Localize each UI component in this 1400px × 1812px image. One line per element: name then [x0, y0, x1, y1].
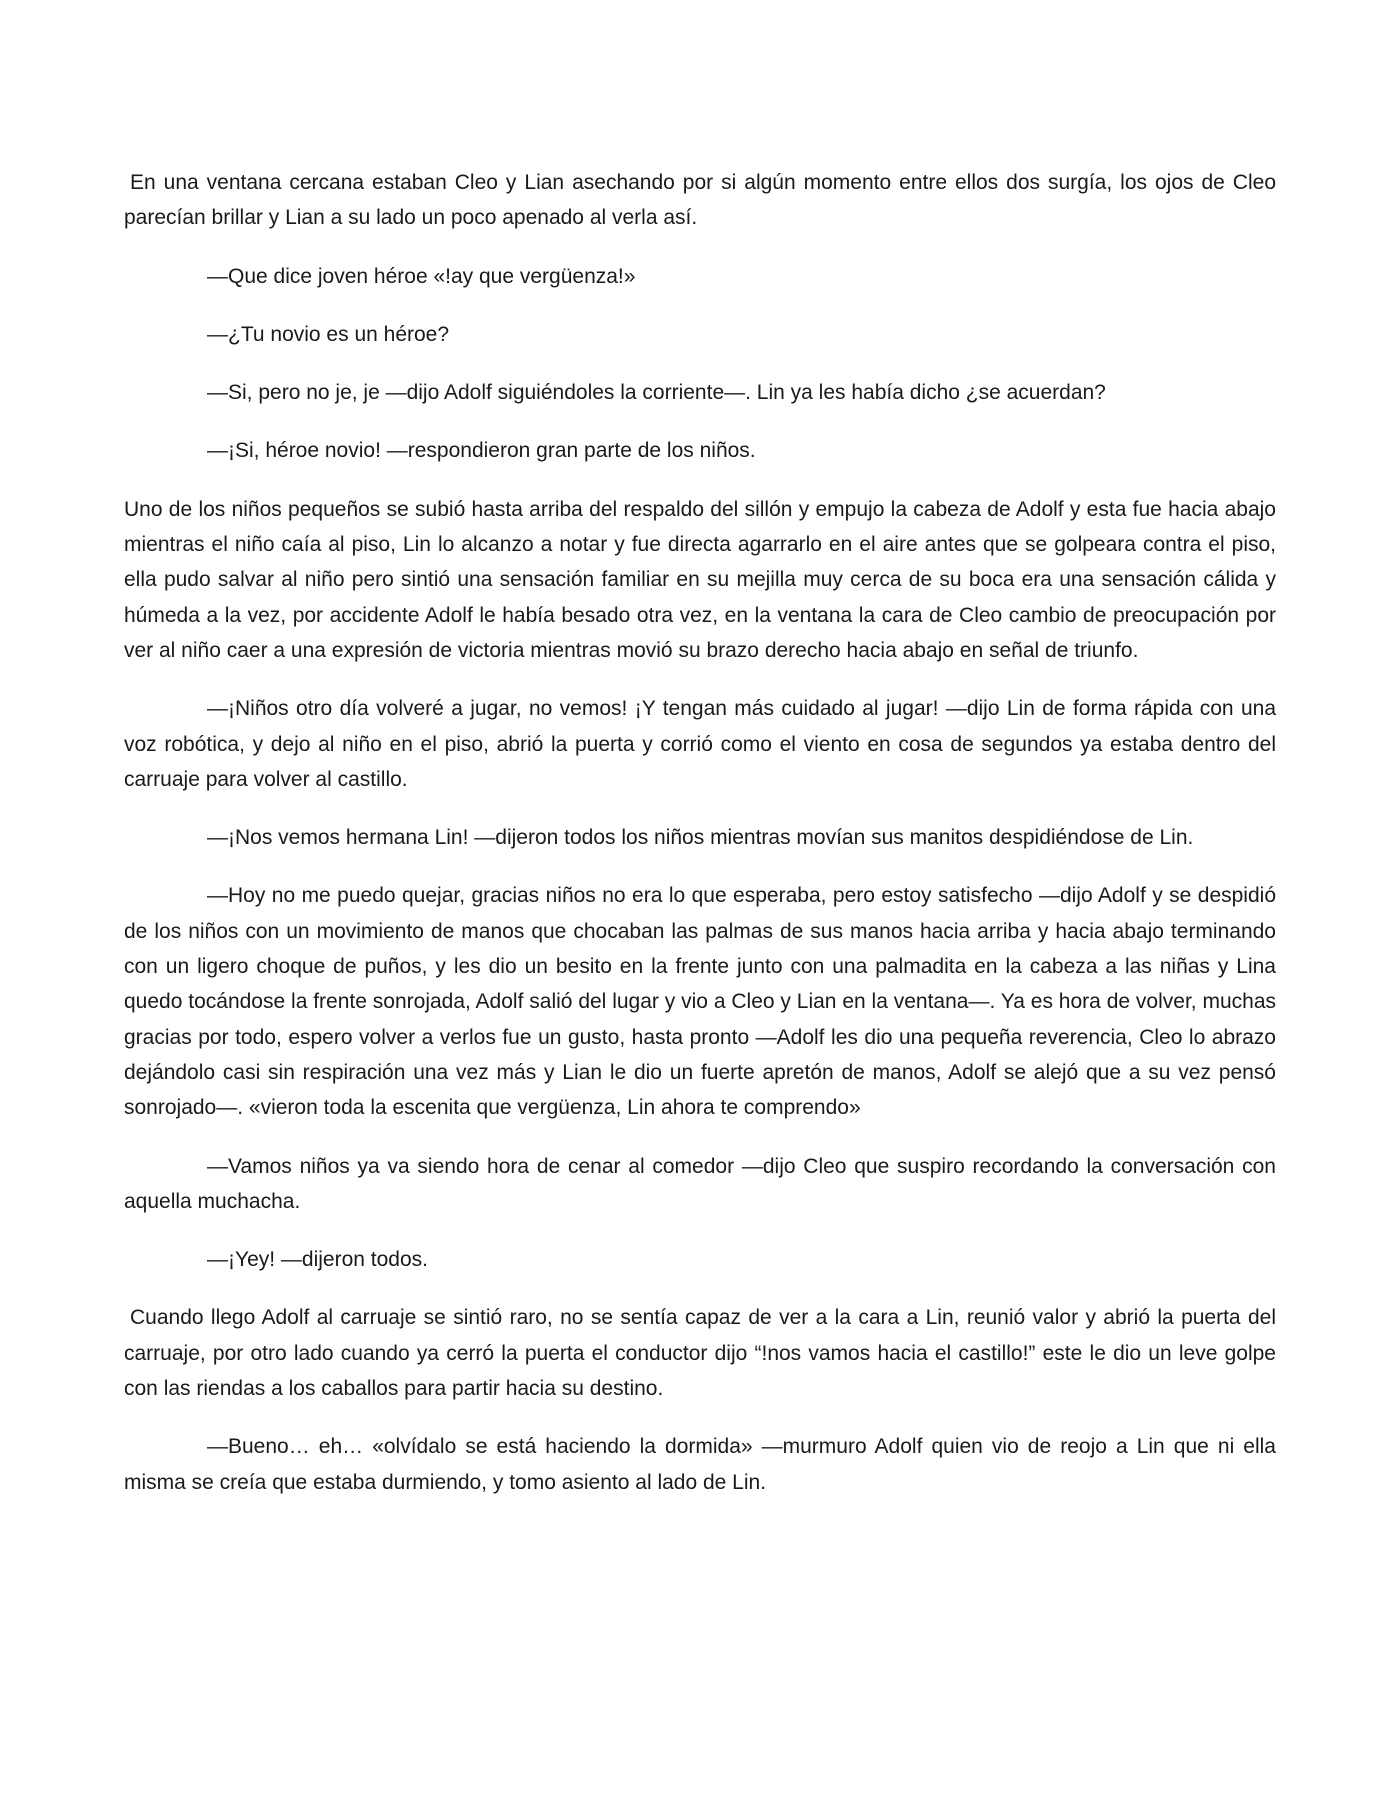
- paragraph-4: —Si, pero no je, je —dijo Adolf siguiéndoles la corriente—. Lin ya les había dicho ¿se acuerdan?: [207, 381, 1106, 405]
- document-body: [124, 165, 1276, 1523]
- paragraph-2: —Que dice joven héroe «!ay que vergüenza!»: [207, 264, 636, 288]
- paragraph-11: —¡Yey! —dijeron todos.: [207, 1248, 429, 1272]
- paragraph-12: Cuando llego Adolf al carruaje se sintió raro, no se sentía capaz de ver a la cara a Lin, reunió valor y abrió la puerta del carruaje, por otro lado cuando ya cerró la puerta el conductor dijo “!nos vamos hacia el castillo!” este le dio un leve golpe con las riendas a los caballos para partir hacia su destino.: [124, 1306, 1276, 1401]
- paragraph-5: —¡Si, héroe novio! —respondieron gran parte de los niños.: [207, 439, 756, 463]
- paragraph-10: —Vamos niños ya va siendo hora de cenar al comedor —dijo Cleo que suspiro recordando la conversación con aquella muchacha.: [124, 1154, 1276, 1213]
- paragraph-9: —Hoy no me puedo quejar, gracias niños no era lo que esperaba, pero estoy satisfecho —dijo Adolf y se despidió de los niños con un movimiento de manos que chocaban las palmas de sus manos hacia arriba y hacia abajo terminando con un ligero choque de puños, y les dio un besito en la frente junto con una palmadita en la cabeza a las niñas y Lina quedo tocándose la frente sonrojada, Adolf salió del lugar y vio a Cleo y Lian en la ventana—. Ya es hora de volver, muchas gracias por todo, espero volver a verlos fue un gusto, hasta pronto —Adolf les dio una pequeña reverencia, Cleo lo abrazo dejándolo casi sin respiración una vez más y Lian le dio un fuerte apretón de manos, Adolf se alejó que a su vez pensó sonrojado—. «vieron toda la escenita que vergüenza, Lin ahora te comprendo»: [124, 884, 1276, 1120]
- paragraph-1: En una ventana cercana estaban Cleo y Lian asechando por si algún momento entre ellos dos surgía, los ojos de Cleo parecían brillar y Lian a su lado un poco apenado al verla así.: [124, 171, 1276, 230]
- paragraph-13: —Bueno… eh… «olvídalo se está haciendo la dormida» —murmuro Adolf quien vio de reojo a Lin que ni ella misma se creía que estaba durmiendo, y tomo asiento al lado de Lin.: [124, 1435, 1276, 1494]
- paragraph-7: —¡Niños otro día volveré a jugar, no vemos! ¡Y tengan más cuidado al jugar! —dijo Lin de forma rápida con una voz robótica, y dejo al niño en el piso, abrió la puerta y corrió como el viento en cosa de segundos ya estaba dentro del carruaje para volver al castillo.: [124, 697, 1276, 791]
- paragraph-6: Uno de los niños pequeños se subió hasta arriba del respaldo del sillón y empujo la cabeza de Adolf y esta fue hacia abajo mientras el niño caía al piso, Lin lo alcanzo a notar y fue directa agarrarlo en el aire antes que se golpeara contra el piso, ella pudo salvar al niño pero sintió una sensación familiar en su mejilla muy cerca de su boca era una sensación cálida y húmeda a la vez, por accidente Adolf le había besado otra vez, en la ventana la cara de Cleo cambio de preocupación por ver al niño caer a una expresión de victoria mientras movió su brazo derecho hacia abajo en señal de triunfo.: [124, 497, 1276, 662]
- paragraph-8: —¡Nos vemos hermana Lin! —dijeron todos los niños mientras movían sus manitos despidiéndose de Lin.: [207, 826, 1194, 850]
- paragraph-3: —¿Tu novio es un héroe?: [207, 322, 450, 346]
